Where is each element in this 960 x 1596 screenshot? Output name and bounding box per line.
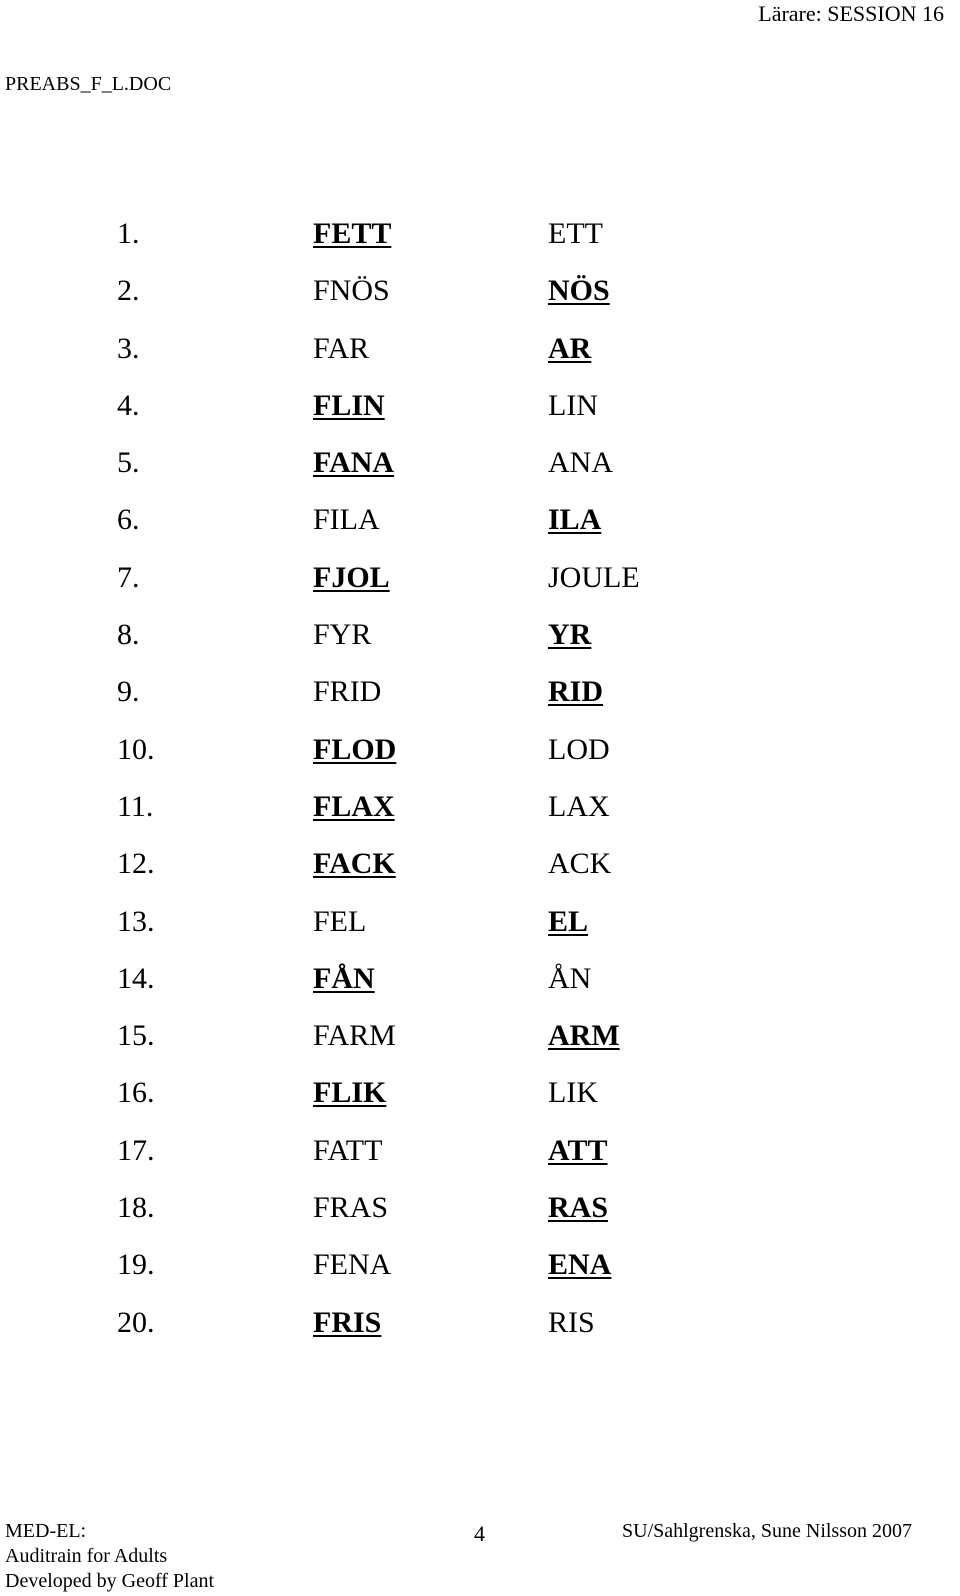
item-number: 11.: [117, 789, 154, 823]
word-pair-row: [0, 320, 960, 377]
word-pair-row: [0, 434, 960, 491]
word-pair-row: [0, 778, 960, 835]
word-pair-row: [0, 721, 960, 778]
item-number: 16.: [117, 1076, 155, 1110]
word-with-f: FENA: [313, 1248, 392, 1282]
item-number: 7.: [117, 560, 140, 594]
footer-copyright: SU/Sahlgrenska, Sune Nilsson 2007: [622, 1520, 912, 1542]
item-number: 13.: [117, 904, 155, 938]
word-without-f: EL: [548, 904, 589, 938]
word-pair-row: [0, 835, 960, 892]
word-pair-row: [0, 1294, 960, 1351]
word-pair-row: [0, 606, 960, 663]
word-with-f: FAR: [313, 331, 370, 365]
word-without-f: ARM: [548, 1019, 620, 1053]
word-without-f: YR: [548, 618, 592, 652]
item-number: 12.: [117, 847, 155, 881]
word-with-f: FATT: [313, 1133, 383, 1167]
word-pair-row: [0, 893, 960, 950]
item-number: 4.: [117, 388, 140, 422]
footer-developer: Developed by Geoff Plant: [5, 1570, 215, 1592]
word-pair-row: [0, 950, 960, 1007]
word-with-f: FLOD: [313, 732, 397, 766]
footer-company: MED-EL:: [5, 1520, 87, 1542]
word-pair-row: [0, 262, 960, 319]
item-number: 2.: [117, 274, 140, 308]
word-with-f: FNÖS: [313, 274, 390, 308]
word-without-f: LAX: [548, 789, 610, 823]
item-number: 10.: [117, 732, 155, 766]
word-without-f: ENA: [548, 1248, 612, 1282]
word-pair-row: [0, 1064, 960, 1121]
word-with-f: FACK: [313, 847, 396, 881]
word-without-f: ILA: [548, 503, 602, 537]
word-with-f: FRID: [313, 675, 382, 709]
item-number: 1.: [117, 217, 140, 250]
word-without-f: JOULE: [548, 560, 640, 594]
item-number: 15.: [117, 1019, 155, 1053]
item-number: 8.: [117, 618, 140, 652]
word-pair-row: [0, 1122, 960, 1179]
item-number: 5.: [117, 446, 140, 480]
session-label: Lärare: SESSION 16: [758, 1, 944, 26]
word-with-f: FLAX: [313, 789, 395, 823]
page-number: 4: [474, 1521, 485, 1546]
word-with-f: FJOL: [313, 560, 390, 594]
word-without-f: ANA: [548, 446, 613, 480]
word-without-f: AR: [548, 331, 592, 365]
word-with-f: FÅN: [313, 961, 375, 995]
item-number: 19.: [117, 1248, 155, 1282]
word-with-f: FRAS: [313, 1191, 389, 1225]
word-pair-row: [0, 663, 960, 720]
word-pair-list: [0, 205, 960, 1351]
word-with-f: FRIS: [313, 1305, 382, 1339]
word-pair-row: [0, 1236, 960, 1293]
word-pair-row: [0, 205, 960, 262]
footer-credits: [5, 1519, 214, 1594]
word-pair-row: [0, 549, 960, 606]
word-without-f: NÖS: [548, 274, 610, 308]
item-number: 3.: [117, 331, 140, 365]
word-with-f: FARM: [313, 1019, 396, 1053]
word-with-f: FILA: [313, 503, 380, 537]
word-without-f: ATT: [548, 1133, 608, 1167]
word-without-f: ÅN: [548, 961, 592, 995]
word-without-f: LOD: [548, 732, 610, 766]
word-with-f: FEL: [313, 904, 367, 938]
item-number: 6.: [117, 503, 140, 537]
word-without-f: ACK: [548, 847, 612, 881]
word-pair-row: [0, 1179, 960, 1236]
word-without-f: ETT: [548, 217, 603, 250]
word-without-f: RAS: [548, 1191, 609, 1225]
word-without-f: RID: [548, 675, 604, 709]
word-with-f: FANA: [313, 446, 395, 480]
item-number: 14.: [117, 961, 155, 995]
word-without-f: LIN: [548, 388, 598, 422]
word-pair-row: [0, 491, 960, 548]
word-with-f: FLIN: [313, 388, 385, 422]
word-with-f: FETT: [313, 217, 392, 250]
word-with-f: FYR: [313, 618, 372, 652]
footer-program: Auditrain for Adults: [5, 1545, 168, 1567]
document-filename: PREABS_F_L.DOC: [5, 73, 172, 95]
word-with-f: FLIK: [313, 1076, 387, 1110]
word-without-f: RIS: [548, 1305, 595, 1339]
item-number: 20.: [117, 1305, 155, 1339]
item-number: 18.: [117, 1191, 155, 1225]
word-pair-row: [0, 377, 960, 434]
word-pair-row: [0, 1007, 960, 1064]
item-number: 9.: [117, 675, 140, 709]
item-number: 17.: [117, 1133, 155, 1167]
word-without-f: LIK: [548, 1076, 598, 1110]
